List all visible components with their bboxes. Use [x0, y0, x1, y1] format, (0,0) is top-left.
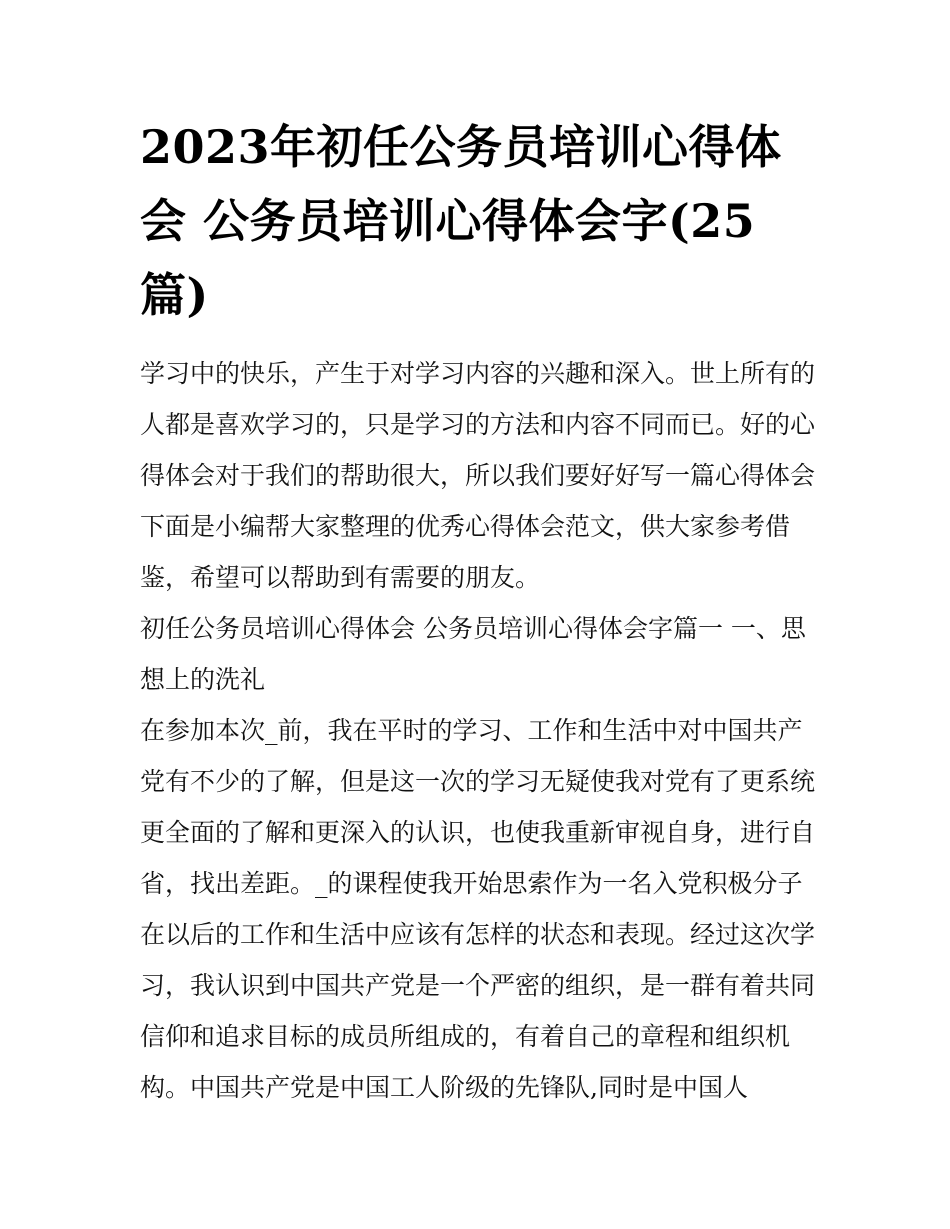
paragraph-line: 人都是喜欢学习的，只是学习的方法和内容不同而已。好的心: [140, 410, 816, 439]
document-page: [140, 110, 816, 1113]
intro-paragraph: [140, 348, 816, 603]
paragraph-line: 习，我认识到中国共产党是一个严密的组织，是一群有着共同: [140, 971, 816, 1000]
paragraph-line: 信仰和追求目标的成员所组成的，有着自己的章程和组织机: [140, 1022, 791, 1051]
title-line-2: 会 公务员培训心得体会字(25: [140, 194, 756, 248]
paragraph-line: 想上的洗礼: [140, 665, 266, 694]
paragraph-line: 党有不少的了解，但是这一次的学习无疑使我对党有了更系统: [140, 767, 816, 796]
document-title: [140, 110, 812, 332]
paragraph-line: 构。中国共产党是中国工人阶级的先锋队,同时是中国人: [140, 1073, 748, 1102]
document-body: [140, 348, 816, 1113]
paragraph-line: 鉴，希望可以帮助到有需要的朋友。: [140, 563, 541, 592]
paragraph-line: 在以后的工作和生活中应该有怎样的状态和表现。经过这次学: [140, 920, 816, 949]
section-heading-paragraph: [140, 603, 812, 705]
paragraph-line: 在参加本次_前，我在平时的学习、工作和生活中对中国共产: [140, 716, 803, 745]
paragraph-line: 初任公务员培训心得体会 公务员培训心得体会字篇一 一、思: [140, 614, 806, 643]
paragraph-line: 更全面的了解和更深入的认识，也使我重新审视自身，进行自: [140, 818, 816, 847]
paragraph-line: 得体会对于我们的帮助很大，所以我们要好好写一篇心得体会: [140, 461, 816, 490]
paragraph-line: 省，找出差距。_的课程使我开始思索作为一名入党积极分子: [140, 869, 803, 898]
title-line-3: 篇): [140, 268, 209, 322]
body-paragraph: [140, 705, 816, 1113]
paragraph-line: 学习中的快乐，产生于对学习内容的兴趣和深入。世上所有的: [140, 359, 816, 388]
title-line-1: 2023年初任公务员培训心得体: [140, 120, 782, 174]
paragraph-line: 下面是小编帮大家整理的优秀心得体会范文，供大家参考借: [140, 512, 791, 541]
